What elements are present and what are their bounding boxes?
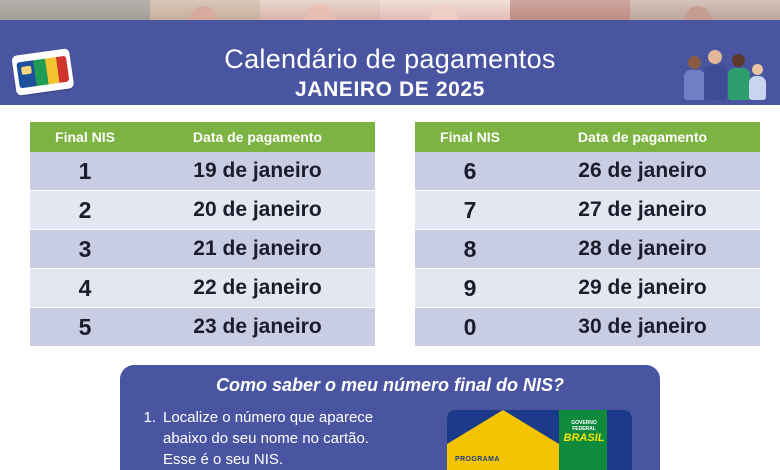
column-header-date: Data de pagamento	[192, 129, 323, 145]
cell-nis: 9	[463, 274, 477, 301]
table-header-row	[415, 122, 760, 152]
table-row	[415, 152, 760, 191]
column-header-nis: Final NIS	[55, 129, 115, 145]
nis-help-panel	[120, 365, 660, 470]
column-header-date: Data de pagamento	[577, 129, 708, 145]
nis-help-steps	[142, 407, 442, 470]
cell-date: 19 de janeiro	[193, 159, 322, 182]
step-text	[163, 407, 442, 470]
table-header-row	[30, 122, 375, 152]
cell-nis: 4	[78, 274, 92, 301]
table-row	[415, 269, 760, 308]
list-item	[142, 407, 442, 470]
cell-date: 26 de janeiro	[578, 159, 707, 182]
table-row	[30, 230, 375, 269]
table-row	[30, 308, 375, 347]
column-header-nis: Final NIS	[440, 129, 500, 145]
cell-nis: 5	[78, 313, 92, 340]
family-illustration-icon	[684, 46, 768, 102]
cell-nis: 0	[463, 313, 477, 340]
step-line-3: Esse é o seu NIS.	[163, 451, 284, 468]
bolsa-familia-card-icon	[447, 410, 632, 470]
card-program-label: PROGRAMA	[455, 456, 500, 463]
cell-date: 28 de janeiro	[578, 237, 707, 260]
step-line-2: abaixo do seu nome no cartão.	[163, 430, 369, 447]
cell-date: 29 de janeiro	[578, 276, 707, 299]
cell-date: 20 de janeiro	[193, 198, 322, 221]
payment-table-left	[30, 122, 375, 347]
cell-date: 27 de janeiro	[578, 198, 707, 221]
nis-help-title: Como saber o meu número final do NIS?	[215, 375, 565, 395]
cell-nis: 3	[78, 235, 92, 262]
table-row	[30, 269, 375, 308]
cell-nis: 2	[78, 196, 92, 223]
table-row	[415, 191, 760, 230]
header-banner	[0, 20, 780, 105]
cell-nis: 8	[463, 235, 477, 262]
page-subtitle: JANEIRO DE 2025	[295, 78, 485, 101]
page-title: Calendário de pagamentos	[224, 44, 556, 74]
cell-date: 22 de janeiro	[193, 276, 322, 299]
card-gov-label: GOVERNO FEDERAL	[571, 420, 597, 432]
cell-nis: 7	[463, 196, 477, 223]
table-row	[30, 152, 375, 191]
cell-date: 21 de janeiro	[193, 237, 322, 260]
cell-nis: 6	[463, 157, 477, 184]
table-row	[415, 308, 760, 347]
table-row	[415, 230, 760, 269]
card-brand-label: BRASIL	[563, 432, 605, 444]
step-number: 1.	[143, 409, 156, 426]
step-line-1: Localize o número que aparece	[163, 409, 374, 426]
cell-date: 23 de janeiro	[193, 315, 322, 338]
payment-table-right	[415, 122, 760, 347]
cell-date: 30 de janeiro	[578, 315, 707, 338]
table-row	[30, 191, 375, 230]
cell-nis: 1	[78, 157, 92, 184]
